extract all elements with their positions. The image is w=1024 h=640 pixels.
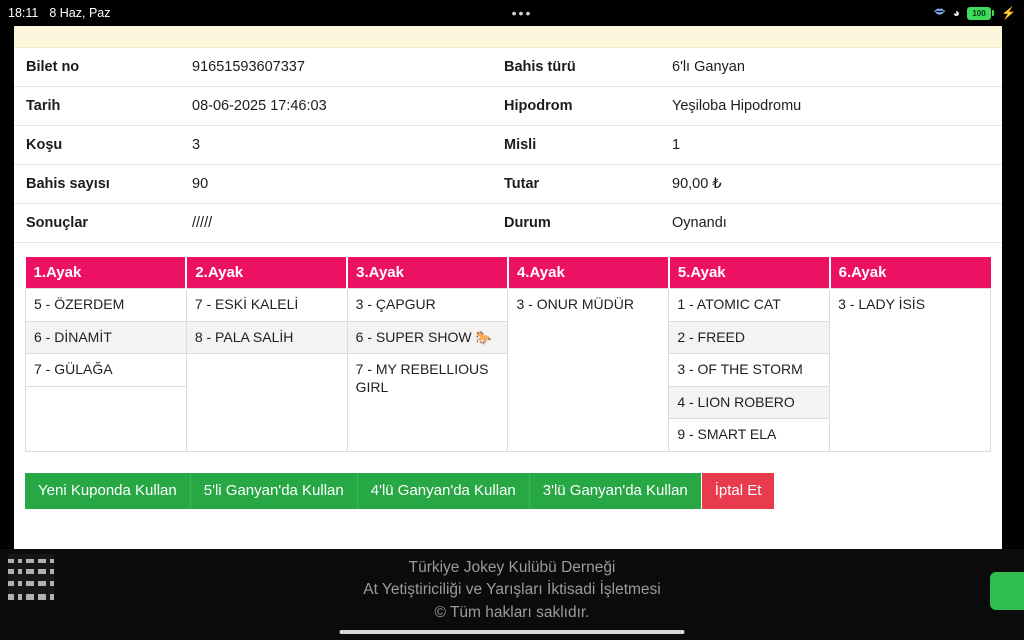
legs-header-4: 4.Ayak xyxy=(508,257,669,289)
label-tarih: Tarih xyxy=(14,87,184,126)
table-row xyxy=(14,126,1002,165)
home-indicator[interactable] xyxy=(340,630,685,634)
label-bahis-turu: Bahis türü xyxy=(496,48,664,87)
notice-strip xyxy=(14,26,1002,48)
value-tutar: 90,00 ₺ xyxy=(664,165,1002,204)
legs-header-6: 6.Ayak xyxy=(830,257,991,289)
page-body xyxy=(0,26,1024,640)
legs-header-1: 1.Ayak xyxy=(26,257,187,289)
bluetooth-icon: 🗢 xyxy=(933,4,946,19)
status-bar-center xyxy=(111,5,934,21)
value-bilet-no: 91651593607337 xyxy=(184,48,496,87)
leg1-empty-cell xyxy=(26,386,187,451)
value-misli: 1 xyxy=(664,126,1002,165)
status-bar-left xyxy=(0,6,111,20)
lightning-bolt-icon: ⚡ xyxy=(1001,6,1016,20)
legs-header-row xyxy=(26,257,991,289)
use-in-5li-ganyan-button[interactable]: 5'li Ganyan'da Kullan xyxy=(190,473,357,509)
status-bar-date: 8 Haz, Paz xyxy=(49,6,111,20)
action-button-bar xyxy=(25,473,849,509)
leg5-horse-5: 9 - SMART ELA xyxy=(669,419,830,452)
battery-level-label: 100 xyxy=(967,7,991,20)
status-bar xyxy=(0,0,1024,26)
use-in-new-coupon-button[interactable]: Yeni Kuponda Kullan xyxy=(25,473,190,509)
legs-header-5: 5.Ayak xyxy=(669,257,830,289)
leg2-horse-2: 8 - PALA SALİH xyxy=(186,321,347,354)
battery-indicator xyxy=(967,7,994,20)
label-kosu: Koşu xyxy=(14,126,184,165)
wifi-icon: ◕ xyxy=(952,6,961,20)
legs-table xyxy=(25,257,991,452)
footer-line-1: Türkiye Jokey Kulübü Derneği xyxy=(408,559,616,576)
leg3-horse-2-label: 6 - SUPER SHOW xyxy=(355,328,472,345)
status-bar-right xyxy=(934,3,1024,24)
table-row xyxy=(14,87,1002,126)
leg6-horse-1: 3 - LADY İSİS xyxy=(830,289,991,452)
label-bahis-sayisi: Bahis sayısı xyxy=(14,165,184,204)
ticket-info-table xyxy=(14,48,1002,243)
leg3-horse-2 xyxy=(347,321,508,354)
floating-action-tab[interactable] xyxy=(990,572,1024,610)
cancel-ticket-button[interactable]: İptal Et xyxy=(701,473,775,509)
ticket-card xyxy=(14,26,1002,549)
leg1-horse-3: 7 - GÜLAĞA xyxy=(26,354,187,387)
leg5-horse-4: 4 - LION ROBERO xyxy=(669,386,830,419)
leg2-horse-1: 7 - ESKİ KALELİ xyxy=(186,289,347,322)
label-bilet-no: Bilet no xyxy=(14,48,184,87)
use-in-3lu-ganyan-button[interactable]: 3'lü Ganyan'da Kullan xyxy=(529,473,701,509)
leg2-empty-cell xyxy=(186,354,347,452)
legs-section xyxy=(14,243,1002,452)
leg5-horse-3: 3 - OF THE STORM xyxy=(669,354,830,387)
leg3-horse-3: 7 - MY REBELLIOUS GIRL xyxy=(347,354,508,452)
value-sonuclar: ///// xyxy=(184,204,496,243)
leg1-horse-2: 6 - DİNAMİT xyxy=(26,321,187,354)
qr-code-icon xyxy=(8,554,54,600)
status-bar-time: 18:11 xyxy=(8,6,39,20)
label-sonuclar: Sonuçlar xyxy=(14,204,184,243)
table-row xyxy=(14,204,1002,243)
leg5-horse-2: 2 - FREED xyxy=(669,321,830,354)
leg1-horse-1: 5 - ÖZERDEM xyxy=(26,289,187,322)
use-in-4lu-ganyan-button[interactable]: 4'lü Ganyan'da Kullan xyxy=(357,473,529,509)
table-row xyxy=(26,289,991,322)
label-tutar: Tutar xyxy=(496,165,664,204)
value-hipodrom: Yeşiloba Hipodromu xyxy=(664,87,1002,126)
leg3-horse-1: 3 - ÇAPGUR xyxy=(347,289,508,322)
label-hipodrom: Hipodrom xyxy=(496,87,664,126)
label-misli: Misli xyxy=(496,126,664,165)
value-durum: Oynandı xyxy=(664,204,1002,243)
leg4-horse-1: 3 - ONUR MÜDÜR xyxy=(508,289,669,452)
legs-header-2: 2.Ayak xyxy=(186,257,347,289)
value-bahis-turu: 6'lı Ganyan xyxy=(664,48,1002,87)
battery-tip-icon xyxy=(992,10,994,16)
footer-line-2: At Yetiştiriciliği ve Yarışları İktisadi İşletmesi xyxy=(363,581,661,599)
table-row xyxy=(14,48,1002,87)
label-durum: Durum xyxy=(496,204,664,243)
table-row xyxy=(14,165,1002,204)
value-tarih: 08-06-2025 17:46:03 xyxy=(184,87,496,126)
footer-line-3: © Tüm hakları saklıdır. xyxy=(434,603,590,621)
value-bahis-sayisi: 90 xyxy=(184,165,496,204)
page-footer xyxy=(0,549,1024,640)
legs-header-3: 3.Ayak xyxy=(347,257,508,289)
value-kosu: 3 xyxy=(184,126,496,165)
leg5-horse-1: 1 - ATOMIC CAT xyxy=(669,289,830,322)
camera-cutout-dots-icon: ••• xyxy=(511,5,533,21)
horse-icon: 🐎 xyxy=(475,329,492,345)
